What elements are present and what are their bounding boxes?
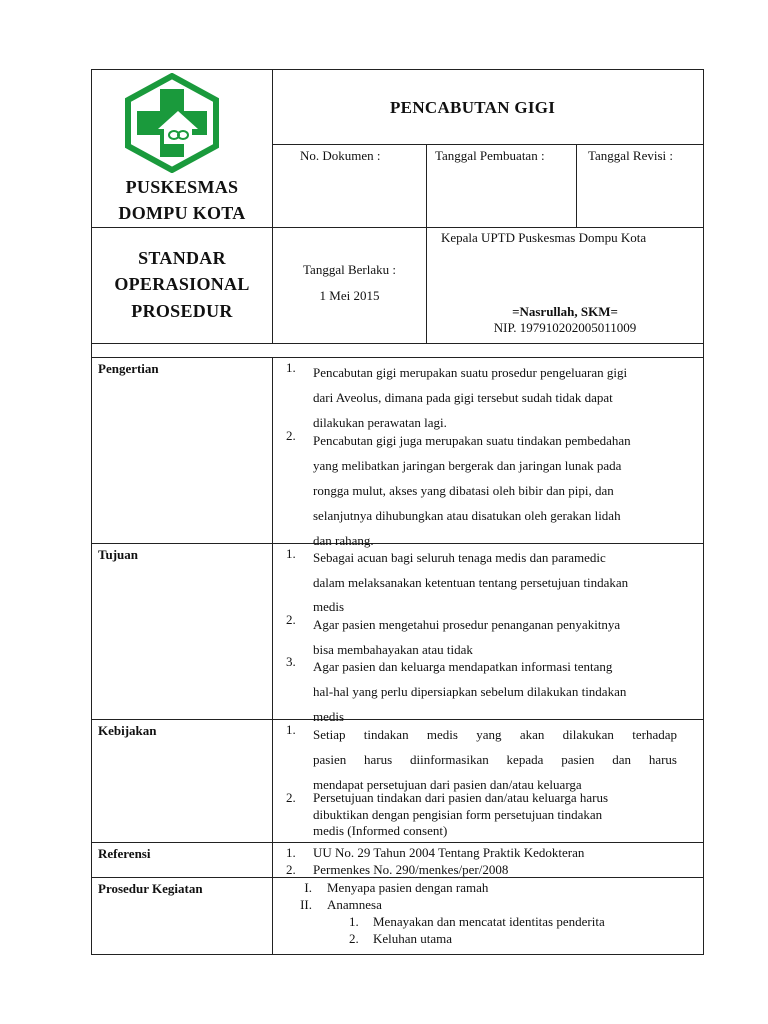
list-number: 1. [286, 722, 296, 737]
body-top [91, 357, 704, 358]
tanggal-revisi-label: Tanggal Revisi : [588, 148, 674, 163]
list-number: 1. [349, 914, 359, 929]
sop-line3: PROSEDUR [131, 301, 233, 321]
list-number: 3. [286, 654, 296, 669]
kepala-title: Kepala UPTD Puskesmas Dompu Kota [441, 230, 647, 245]
document-title: PENCABUTAN GIGI [390, 98, 556, 117]
list-item: Sebagai acuan bagi seluruh tenaga medis dan paramedic dalam melaksanakan ketentuan tentang persetujuan tindakan medis [313, 550, 629, 614]
table-border-bottom [91, 954, 704, 955]
list-item: Menayakan dan mencatat identitas penderita [373, 914, 605, 929]
sop-line2: OPERASIONAL [114, 274, 250, 294]
label-pengertian: Pengertian [98, 361, 159, 376]
list-number: 2. [286, 790, 296, 805]
label-referensi: Referensi [98, 846, 151, 861]
list-number: 2. [286, 612, 296, 627]
list-number: 1. [286, 845, 296, 860]
list-item: Setiap tindakan medis yang akan dilakukan terhadap pasien harus diinformasikan kepada pasien dan harus mendapat persetujuan dari pasien dan/atau keluarga [313, 727, 677, 792]
tanggal-berlaku-label: Tanggal Berlaku : [303, 262, 396, 277]
list-item: Agar pasien mengetahui prosedur penanganan penyakitnya bisa membahayakan atau tidak [313, 617, 621, 657]
list-number: 2. [349, 931, 359, 946]
label-kebijakan: Kebijakan [98, 723, 157, 738]
label-prosedur-kegiatan: Prosedur Kegiatan [98, 881, 203, 896]
list-item: Agar pasien dan keluarga mendapatkan informasi tentang hal-hal yang perlu dipersiapkan sebelum dilakukan tindakan medis [313, 659, 627, 724]
org-name-line1: PUSKESMAS [125, 177, 239, 197]
puskesmas-logo-icon [122, 73, 222, 173]
label-tujuan: Tujuan [98, 547, 138, 562]
header-bottom [91, 343, 704, 344]
list-number: 1. [286, 546, 296, 561]
signatory-name: =Nasrullah, SKM= [512, 304, 618, 319]
list-number: I. [304, 880, 312, 895]
row-divider-referensi [91, 842, 704, 843]
list-number: 1. [286, 360, 296, 375]
list-item: UU No. 29 Tahun 2004 Tentang Praktik Kedokteran [313, 845, 585, 860]
signatory-nip: NIP. 197910202005011009 [493, 320, 637, 335]
body-divider-vertical [272, 357, 273, 955]
list-item: Keluhan utama [373, 931, 453, 946]
header-row-divider [91, 227, 704, 228]
list-item: Anamnesa [327, 897, 382, 912]
list-item: Persetujuan tindakan dari pasien dan/atau keluarga harus dibuktikan dengan pengisian form persetujuan tindakan medis (Informed consent) [313, 790, 609, 838]
table-border-right [703, 69, 704, 955]
list-number: II. [300, 897, 312, 912]
header-title-bottom [272, 144, 704, 145]
list-number: 2. [286, 428, 296, 443]
sop-line1: STANDAR [138, 248, 226, 268]
list-item: Pencabutan gigi merupakan suatu prosedur pengeluaran gigi dari Aveolus, dimana pada gigi tersebut sudah tidak dapat dilakukan perawatan lagi. [313, 365, 628, 430]
tanggal-berlaku-value: 1 Mei 2015 [319, 288, 380, 303]
table-border-top [91, 69, 704, 70]
list-item: Permenkes No. 290/menkes/per/2008 [313, 862, 509, 877]
no-dokumen-label: No. Dokumen : [300, 148, 381, 163]
tanggal-pembuatan-label: Tanggal Pembuatan : [435, 148, 545, 163]
org-name-line2: DOMPU KOTA [118, 203, 246, 223]
list-item: Pencabutan gigi juga merupakan suatu tindakan pembedahan yang melibatkan jaringan bergerak dan jaringan lunak pada rongga mulut, akses yang dibatasi oleh bibir dan pipi, dan selanjutnya dihubungkan atau disatukan oleh gerakan lidah dan rahang. [313, 433, 631, 548]
header-divider-col3 [576, 144, 577, 227]
list-number: 2. [286, 862, 296, 877]
list-item: Menyapa pasien dengan ramah [327, 880, 489, 895]
